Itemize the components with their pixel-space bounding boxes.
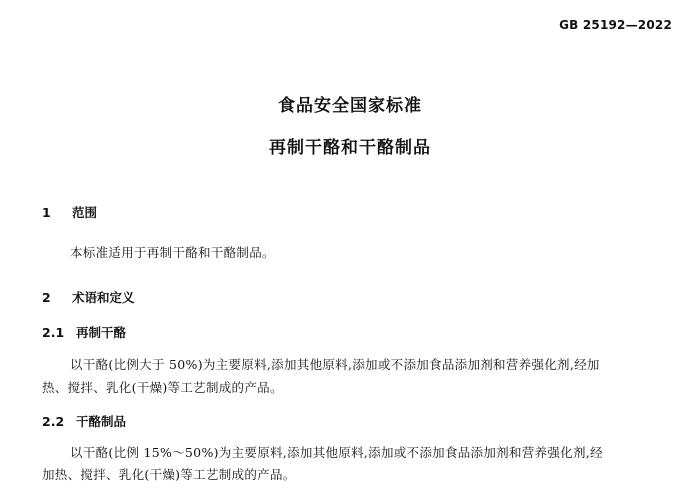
- subsection-title: 干酪制品: [76, 414, 127, 429]
- section-number: 1: [42, 205, 51, 220]
- scope-paragraph: 本标准适用于再制干酪和干酪制品。: [70, 245, 275, 260]
- definition-2-2-line-2: 加热、搅拌、乳化(干燥)等工艺制成的产品。: [42, 467, 296, 482]
- document-title: 食品安全国家标准: [278, 96, 422, 116]
- subsection-number: 2.1: [42, 325, 65, 340]
- section-title: 范围: [72, 205, 98, 220]
- section-heading-scope: [42, 203, 97, 221]
- subsection-heading-2-2: [42, 412, 126, 430]
- document-subtitle: 再制干酪和干酪制品: [269, 138, 431, 158]
- section-title: 术语和定义: [72, 290, 135, 305]
- subsection-number: 2.2: [42, 414, 65, 429]
- subsection-heading-2-1: [42, 323, 126, 341]
- definition-2-1-line-2: 热、搅拌、乳化(干燥)等工艺制成的产品。: [42, 380, 283, 395]
- standard-number: GB 25192—2022: [559, 18, 672, 32]
- section-number: 2: [42, 290, 51, 305]
- subsection-title: 再制干酪: [76, 325, 127, 340]
- definition-2-1-line-1: 以干酪(比例大于 50%)为主要原料,添加其他原料,添加或不添加食品添加剂和营养强化剂,经加: [70, 357, 600, 372]
- definition-2-2-line-1: 以干酪(比例 15%～50%)为主要原料,添加其他原料,添加或不添加食品添加剂和营养强化剂,经: [70, 445, 603, 460]
- section-heading-terms: [42, 288, 135, 306]
